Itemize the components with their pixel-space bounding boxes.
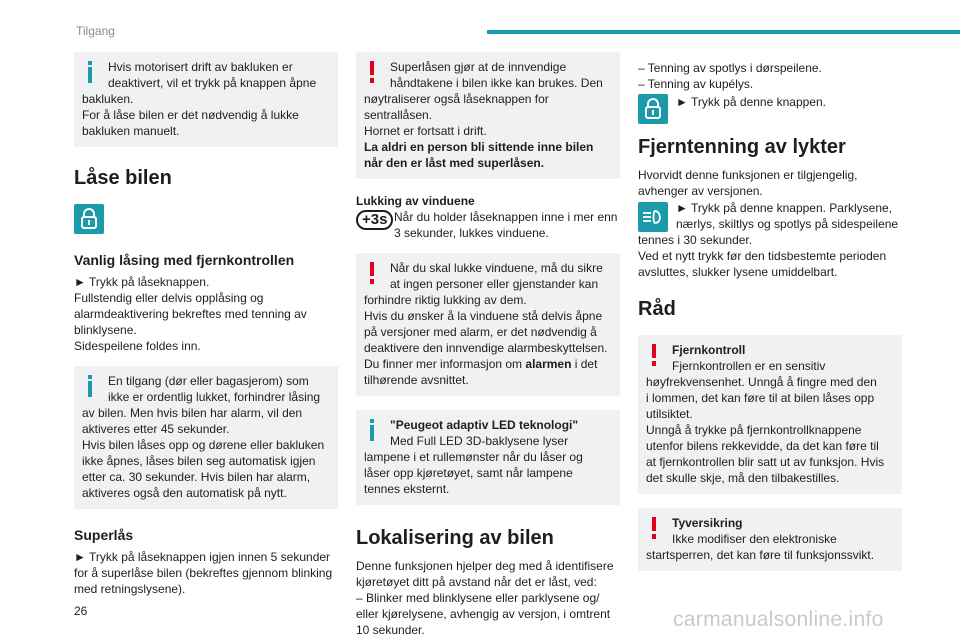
info-icon [83,61,97,83]
info-note-access [74,366,338,509]
lock-button-icon [74,204,104,234]
body-text: blinklysene. [74,323,137,337]
note-text-bold: når den er låst med superlåsen. [364,156,545,170]
warning-note-superlock [356,52,620,179]
headlight-icon [642,209,664,225]
note-title: Fjernkontroll [672,343,746,357]
press-button-row [638,94,902,124]
hold-3s-label: +3s [356,210,393,230]
info-icon [83,375,97,397]
note-text-part: i det [571,357,598,371]
body-text: Ved et nytt trykk før den tidsbestemte perioden [638,249,887,263]
note-text: at fjernkontrollen blir satt ut av funksjon. Hvis [646,455,885,469]
body-text: 10 sekunder. [356,623,425,637]
note-text: Unngå å trykke på fjernkontrollknappene [646,423,862,437]
body-text: avhenger av versjonen. [638,184,763,198]
warning-note-immobiliser [638,508,902,571]
note-text: bakluken. [82,92,134,106]
note-text: Hornet er fortsatt i drift. [364,124,487,138]
note-text: For å låse bilen er det nødvendig å lukke [82,108,299,122]
note-text: Hvis du ønsker å la vinduene stå delvis åpne [364,309,603,323]
column-1 [74,52,338,597]
note-title: Tyversikring [672,516,743,530]
note-text: nøytraliserer også låseknappen for [364,92,549,106]
header-title: Tilgang [76,24,115,38]
info-note-led [356,410,620,505]
body-text: ► Trykk på låseknappen. [74,275,210,289]
body-text: Fullstendig eller delvis opplåsing og [74,291,264,305]
warning-icon [647,344,661,366]
note-text: En tilgang (dør eller bagasjerom) som [108,374,309,388]
section-title-locate: Lokalisering av bilen [356,527,554,549]
note-text [364,356,612,372]
window-closing-title: Lukking av vinduene [356,194,475,208]
body-text: – Tenning av spotlys i dørspeilene. [638,61,822,75]
column-3 [638,60,902,585]
note-text-bold: La aldri en person bli sittende inne bilen [364,140,594,154]
note-text: av bilen. Men hvis bilen har alarm, vil den [82,406,303,420]
body-text: eller kjørelysene, avhengig av versjon, i omtrent [356,607,611,621]
body-text: med retningslysene). [74,582,186,596]
padlock-icon [80,208,98,230]
hold-3s-icon [356,210,393,230]
body-text: Når du holder låseknappen inne i mer enn [394,210,618,224]
subsection-title-remote-lock: Vanlig låsing med fjernkontrollen [74,252,295,268]
note-text-bold: "Peugeot adaptiv LED teknologi" [390,418,579,432]
body-text: Sidespeilene foldes inn. [74,339,201,353]
section-title-lock: Låse bilen [74,167,172,189]
note-text: lampene i et rullemønster når du låser og [364,450,583,464]
note-text: at ingen personer eller gjenstander kan [390,277,599,291]
note-text: i lommen, det kan føre til at bilen låses opp [646,391,875,405]
note-text: ikke er ordentlig lukket, forhindrer låsing [108,390,321,404]
body-text: Denne funksjonen hjelper deg med å identifisere [356,559,614,573]
body-text: alarmdeaktivering bekreftes med tenning av [74,307,307,321]
lights-button-row [638,200,902,232]
warning-note-remote [638,335,902,494]
column-2 [356,52,620,638]
note-text: tilhørende avsnittet. [364,373,469,387]
padlock-icon [644,98,662,120]
warning-note-windows [356,253,620,396]
info-note-tailgate [74,52,338,147]
body-text: 3 sekunder, lukkes vinduene. [394,226,549,240]
info-icon [365,419,379,441]
note-text: Superlåsen gjør at de innvendige [390,60,567,74]
note-text: det skulle skje, må den tilbakestilles. [646,471,840,485]
section-title-advice: Råd [638,298,676,320]
body-text: ► Trykk på låseknappen igjen innen 5 sekunder [74,550,331,564]
note-text: forhindre riktig lukking av dem. [364,293,527,307]
body-text: kjøretøyet ditt på avstand når det er låst, ved: [356,575,597,589]
body-text: – Blinker med blinklysene eller parklysene og/ [356,591,600,605]
header-accent-bar [487,30,960,34]
body-text: tennes i 30 sekunder. [638,233,753,247]
subsection-title-superlock: Superlås [74,527,134,543]
note-text: høyfrekvensenhet. Unngå å fingre med den [646,375,877,389]
note-text: etter ca. 30 sekunder. Hvis bilen har alarm, [82,470,311,484]
note-text: Ikke modifiser den elektroniske [672,532,837,546]
warning-icon [647,517,661,539]
body-text: nærlys, skiltlys og spotlys på sidespeilene [676,217,899,231]
section-title-remote-lights: Fjerntenning av lykter [638,136,846,158]
warning-icon [365,61,379,83]
note-text: deaktivere den innvendige alarmbeskyttelsen. [364,341,608,355]
note-text: utilsiktet. [646,407,693,421]
note-text: sentrallåsen. [364,108,433,122]
lights-button-icon [638,202,668,232]
body-text: Hvorvidt denne funksjonen er tilgjengelig, [638,168,858,182]
note-text: Når du skal lukke vinduene, må du sikre [390,261,603,275]
note-text: på versjoner med alarm, er det nødvendig å [364,325,597,339]
body-text: ► Trykk på denne knappen. [676,95,826,109]
note-text: Hvis bilen låses opp og dørene eller bakluken [82,438,325,452]
note-text: låser opp kjøretøyet, samt når lampene [364,466,573,480]
note-text: startsperren, det kan føre til funksjonssvikt. [646,548,875,562]
note-text: tennes eksternt. [364,482,450,496]
body-text: for å superlåse bilen (bekreftes gjennom blinking [74,566,333,580]
note-text: bakluken manuelt. [82,124,180,138]
window-closing-row [356,209,620,241]
note-text: utenfor bilens rekkevidde, da det kan føre til [646,439,879,453]
note-text: Med Full LED 3D-baklysene lyser [390,434,569,448]
note-text: Fjernkontrollen er en sensitiv [672,359,826,373]
body-text: ► Trykk på denne knappen. Parklysene, [676,201,892,215]
note-text: aktiveres også den automatisk på nytt. [82,486,287,500]
warning-icon [365,262,379,284]
watermark: carmanualsonline.info [673,608,884,631]
page-number: 26 [74,604,88,618]
body-text: avsluttes, slukker lysene umiddelbart. [638,265,838,279]
body-text: – Tenning av kupélys. [638,77,754,91]
note-text-part: Du finner mer informasjon om [364,357,526,371]
note-text: Hvis motorisert drift av bakluken er [108,60,293,74]
note-text: deaktivert, vil et trykk på knappen åpne [108,76,317,90]
lock-button-icon [638,94,668,124]
note-text: håndtakene i bilen ikke kan brukes. Den [390,76,603,90]
note-text: ikke åpnes, låses bilen seg automatisk igjen [82,454,316,468]
note-text: aktiveres etter 45 sekunder. [82,422,230,436]
note-text-bold: alarmen [525,357,572,371]
